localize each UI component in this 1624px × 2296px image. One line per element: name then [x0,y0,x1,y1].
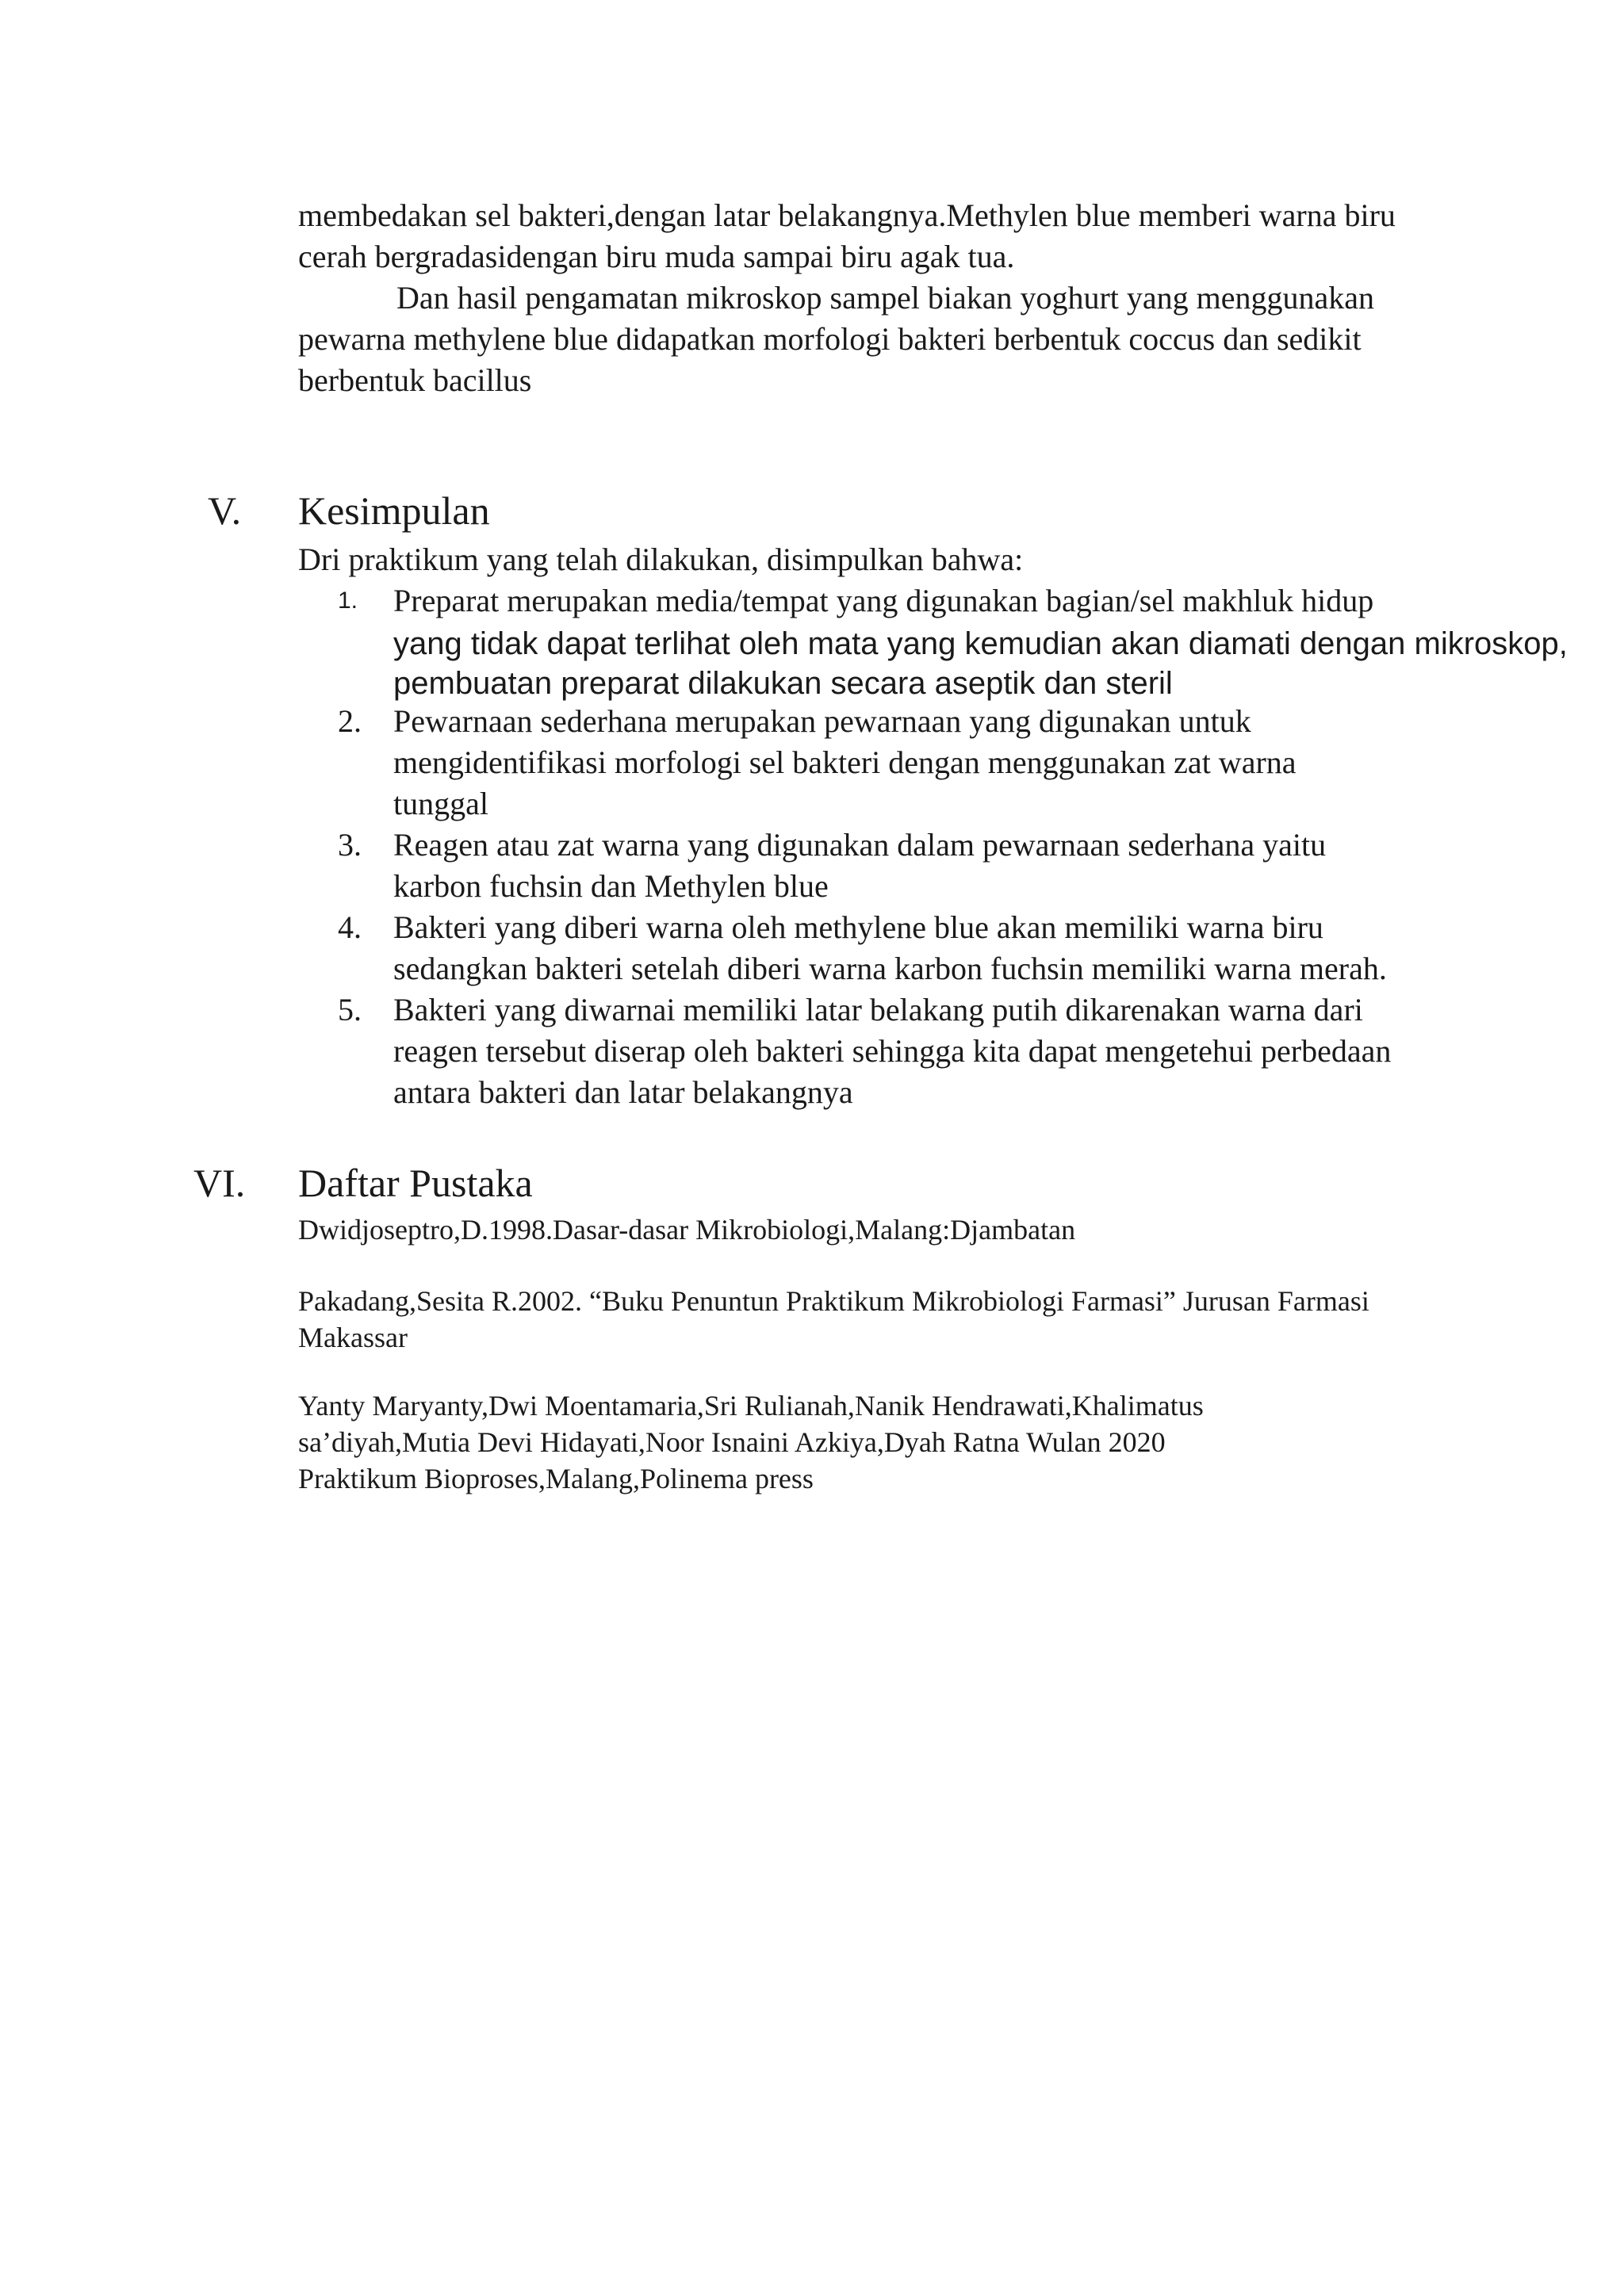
list-item-line: antara bakteri dan latar belakangnya [393,1074,853,1110]
list-item-number: 3. [338,827,362,863]
list-item-number: 5. [338,992,362,1027]
list-item-line: tunggal [393,786,488,821]
list-item-cont [338,866,1448,907]
list-item-line: karbon fuchsin dan Methylen blue [393,868,829,904]
list-item [338,907,1448,948]
list-item-cont [338,663,1448,704]
list-item-cont [338,948,1448,989]
list-item-line: reagen tersebut diserap oleh bakteri sehingga kita dapat mengetehui perbedaan [393,1033,1392,1069]
list-item-cont [338,783,1448,825]
list-item-line: Pewarnaan sederhana merupakan pewarnaan yang digunakan untuk [393,703,1251,739]
list-item-number: 1. [338,587,358,614]
intro-line-4: pewarna methylene blue didapatkan morfologi bakteri berbentuk coccus dan sedikit [298,321,1362,357]
section-5-number: V. [208,488,242,533]
section-6-title: Daftar Pustaka [298,1161,533,1205]
list-item-number: 4. [338,909,362,945]
reference-line: Pakadang,Sesita R.2002. “Buku Penuntun Praktikum Mikrobiologi Farmasi” Jurusan Farmasi [298,1285,1369,1317]
reference-line: sa’diyah,Mutia Devi Hidayati,Noor Isnaini Azkiya,Dyah Ratna Wulan 2020 [298,1426,1166,1458]
section-5-title: Kesimpulan [298,488,490,533]
intro-line-3: Dan hasil pengamatan mikroskop sampel biakan yoghurt yang menggunakan [396,280,1375,316]
list-item-cont [338,1031,1448,1072]
section-6-number: VI. [193,1161,246,1205]
intro-line-2: cerah bergradasidengan biru muda sampai biru agak tua. [298,239,1015,274]
reference-line: Yanty Maryanty,Dwi Moentamaria,Sri Rulianah,Nanik Hendrawati,Khalimatus [298,1390,1204,1422]
list-item-line: Bakteri yang diwarnai memiliki latar belakang putih dikarenakan warna dari [393,992,1363,1027]
list-item-line: pembuatan preparat dilakukan secara aseptik dan steril [393,666,1173,701]
section-5-lead: Dri praktikum yang telah dilakukan, disimpulkan bahwa: [298,541,1024,577]
list-item-line: mengidentifikasi morfologi sel bakteri dengan menggunakan zat warna [393,744,1297,780]
list-item-number: 2. [338,703,362,739]
list-item [338,701,1448,742]
list-item-cont [338,623,1568,664]
list-item-line: Preparat merupakan media/tempat yang digunakan bagian/sel makhluk hidup [393,583,1374,618]
list-item-line: Reagen atau zat warna yang digunakan dalam pewarnaan sederhana yaitu [393,827,1327,863]
list-item-line: yang tidak dapat terlihat oleh mata yang kemudian akan diamati dengan mikroskop, [393,626,1568,661]
intro-line-5: berbentuk bacillus [298,362,532,398]
list-item-cont [338,742,1448,783]
list-item-cont [338,1072,1448,1113]
list-item [338,580,1448,622]
reference-line: Makassar [298,1322,408,1353]
list-item [338,825,1448,866]
intro-line-1: membedakan sel bakteri,dengan latar belakangnya.Methylen blue memberi warna biru [298,197,1396,233]
reference-line: Praktikum Bioproses,Malang,Polinema press [298,1463,814,1494]
list-item-line: sedangkan bakteri setelah diberi warna karbon fuchsin memiliki warna merah. [393,951,1387,986]
reference-line: Dwidjoseptro,D.1998.Dasar-dasar Mikrobiologi,Malang:Djambatan [298,1214,1076,1246]
list-item-line: Bakteri yang diberi warna oleh methylene blue akan memiliki warna biru [393,909,1323,945]
list-item [338,989,1448,1031]
